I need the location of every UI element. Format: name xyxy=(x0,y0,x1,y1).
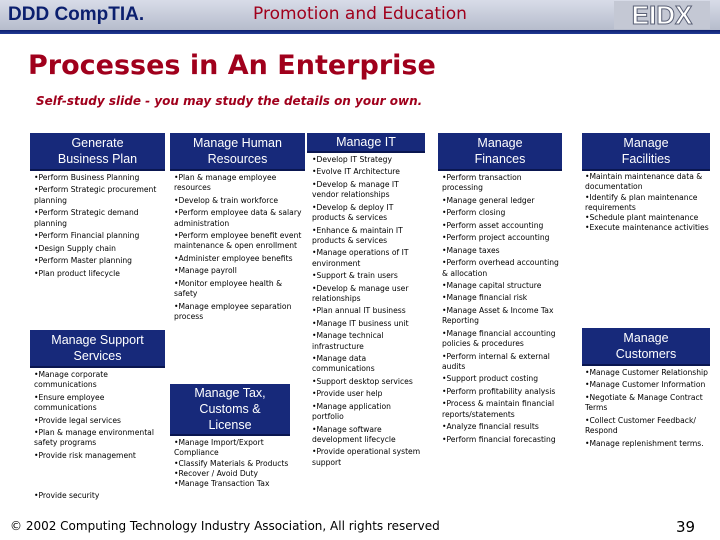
manage-finances-heading xyxy=(438,133,562,171)
list-item: •Monitor employee health & safety xyxy=(174,278,283,299)
heading-line: Manage xyxy=(477,136,523,150)
manage-support-services-heading xyxy=(30,330,165,368)
list-item: •Plan product lifecycle xyxy=(34,268,120,278)
list-item: •Provide operational system support xyxy=(312,447,421,467)
heading-line: Generate xyxy=(71,136,124,150)
list-item: •Perform project accounting xyxy=(442,233,550,243)
list-item: •Manage corporate communications xyxy=(34,370,108,390)
comptia-logo: DDD CompTIA. xyxy=(8,4,145,25)
list-item: •Collect Customer Feedback/ Respond xyxy=(585,415,696,436)
list-item: •Provide risk management xyxy=(34,450,136,460)
page-title: Processes in An Enterprise xyxy=(28,50,436,81)
list-item: •Perform employee data & salary administration xyxy=(174,208,302,228)
list-item: •Manage Transaction Tax xyxy=(174,479,270,489)
manage-support-services-list-last xyxy=(34,491,162,503)
list-item: •Maintain maintenance data & documentation xyxy=(585,172,703,192)
list-item: •Manage financial risk xyxy=(442,293,528,303)
list-item: •Manage Customer Relationship xyxy=(585,368,708,377)
list-item: •Manage employee separation process xyxy=(174,301,292,321)
list-item: •Manage technical infrastructure xyxy=(312,331,384,351)
heading-line: Services xyxy=(73,349,122,363)
list-item: •Develop & manage user relationships xyxy=(312,283,409,303)
list-item: •Schedule plant maintenance xyxy=(585,213,699,223)
manage-support-services-list xyxy=(34,370,162,463)
list-item: •Perform Strategic demand planning xyxy=(34,208,139,228)
manage-it-list xyxy=(312,155,424,470)
list-item: •Manage payroll xyxy=(174,266,237,276)
list-item: •Evolve IT Architecture xyxy=(312,167,400,177)
list-item: •Negotiate & Manage Contract Terms xyxy=(585,392,703,413)
manage-facilities-heading xyxy=(582,133,710,171)
heading-line: Customs & xyxy=(199,402,261,416)
list-item: •Develop & manage IT vendor relationships xyxy=(312,179,399,200)
list-item: •Ensure employee communications xyxy=(34,392,105,413)
list-item: •Manage capital structure xyxy=(442,280,542,290)
list-item: •Support desktop services xyxy=(312,376,413,386)
generate-business-plan-heading xyxy=(30,133,165,171)
eidx-logo xyxy=(614,1,710,29)
list-item: •Manage data communications xyxy=(312,354,375,374)
eidx-logo-text: EIDX xyxy=(631,1,693,29)
list-item: •Perform asset accounting xyxy=(442,220,544,230)
list-item: •Process & maintain financial reports/statements xyxy=(442,399,555,419)
list-item: •Enhance & maintain IT products & services xyxy=(312,225,403,245)
heading-line: Facilities xyxy=(621,152,671,166)
list-item: •Administer employee benefits xyxy=(174,253,293,263)
list-item: •Plan & manage employee resources xyxy=(174,173,277,193)
list-item: •Perform internal & external audits xyxy=(442,351,550,371)
list-item: •Manage IT business unit xyxy=(312,318,409,328)
list-item: •Perform Financial planning xyxy=(34,231,140,241)
list-item: •Perform transaction processing xyxy=(442,173,522,193)
manage-human-resources-list xyxy=(174,173,302,324)
list-item: •Plan annual IT business xyxy=(312,306,406,316)
page-subtitle: Self-study slide - you may study the details on your own. xyxy=(36,94,423,108)
list-item: •Manage general ledger xyxy=(442,195,535,205)
list-item: •Provide legal services xyxy=(34,415,121,425)
copyright-footer: © 2002 Computing Technology Industry Association, All rights reserved xyxy=(10,519,440,533)
list-item: •Manage software development lifecycle xyxy=(312,424,396,444)
list-item: •Perform financial forecasting xyxy=(442,434,556,444)
page-number: 39 xyxy=(676,518,696,536)
list-item: •Support product costing xyxy=(442,374,539,384)
list-item: •Perform Strategic procurement planning xyxy=(34,185,157,205)
list-item: •Develop IT Strategy xyxy=(312,155,392,164)
manage-human-resources-heading xyxy=(170,133,305,171)
heading-line: Customers xyxy=(615,347,677,361)
list-item: •Manage financial accounting policies & procedures xyxy=(442,328,556,349)
list-item: •Manage operations of IT environment xyxy=(312,248,409,268)
heading-line: Manage Tax, xyxy=(194,386,266,400)
list-item: •Manage Import/Export Compliance xyxy=(174,438,264,458)
manage-finances-list xyxy=(442,173,560,447)
heading-line: Manage Support xyxy=(51,333,144,347)
list-item: •Classify Materials & Products xyxy=(174,458,289,468)
generate-business-plan-list xyxy=(34,173,162,281)
list-item: •Execute maintenance activities xyxy=(585,223,709,233)
list-item: •Develop & deploy IT products & services xyxy=(312,202,394,223)
heading-line: Resources xyxy=(207,152,268,166)
list-item: •Manage replenishment terms. xyxy=(585,438,704,448)
manage-customers-heading xyxy=(582,328,710,366)
list-item: •Provide security xyxy=(34,491,100,500)
list-item: •Provide user help xyxy=(312,389,383,399)
list-item: •Develop & train workforce xyxy=(174,195,279,205)
heading-line: Finances xyxy=(474,152,526,166)
list-item: •Perform closing xyxy=(442,208,506,218)
list-item: •Manage taxes xyxy=(442,245,500,255)
heading-line: Business Plan xyxy=(57,152,138,166)
heading-line: Manage xyxy=(623,331,669,345)
list-item: •Recover / Avoid Duty xyxy=(174,468,258,478)
manage-tax-customs-license-list xyxy=(174,438,292,489)
heading-line: License xyxy=(208,418,252,432)
list-item: •Plan & manage environmental safety programs xyxy=(34,428,154,448)
list-item: •Perform Master planning xyxy=(34,256,132,266)
header-title: Promotion and Education xyxy=(253,4,467,24)
list-item: •Perform Business Planning xyxy=(34,173,140,182)
list-item: •Analyze financial results xyxy=(442,422,539,432)
header-rule xyxy=(0,30,720,34)
list-item: •Manage application portfolio xyxy=(312,401,391,422)
manage-tax-customs-license-heading xyxy=(170,384,290,436)
manage-it-heading xyxy=(307,133,425,153)
list-item: •Identify & plan maintenance requirements xyxy=(585,192,698,212)
list-item: •Perform overhead accounting & allocation xyxy=(442,258,559,278)
list-item: •Manage Asset & Income Tax Reporting xyxy=(442,305,554,326)
list-item: •Support & train users xyxy=(312,271,398,281)
heading-line: Manage Human xyxy=(193,136,282,150)
list-item: •Perform employee benefit event maintenance & open enrollment xyxy=(174,231,302,251)
list-item: •Perform profitability analysis xyxy=(442,386,556,396)
manage-facilities-list xyxy=(585,172,709,234)
manage-customers-list xyxy=(585,368,709,451)
heading-line: Manage xyxy=(623,136,669,150)
list-item: •Design Supply chain xyxy=(34,243,116,253)
list-item: •Manage Customer Information xyxy=(585,380,706,390)
heading-line: Manage IT xyxy=(336,135,396,149)
